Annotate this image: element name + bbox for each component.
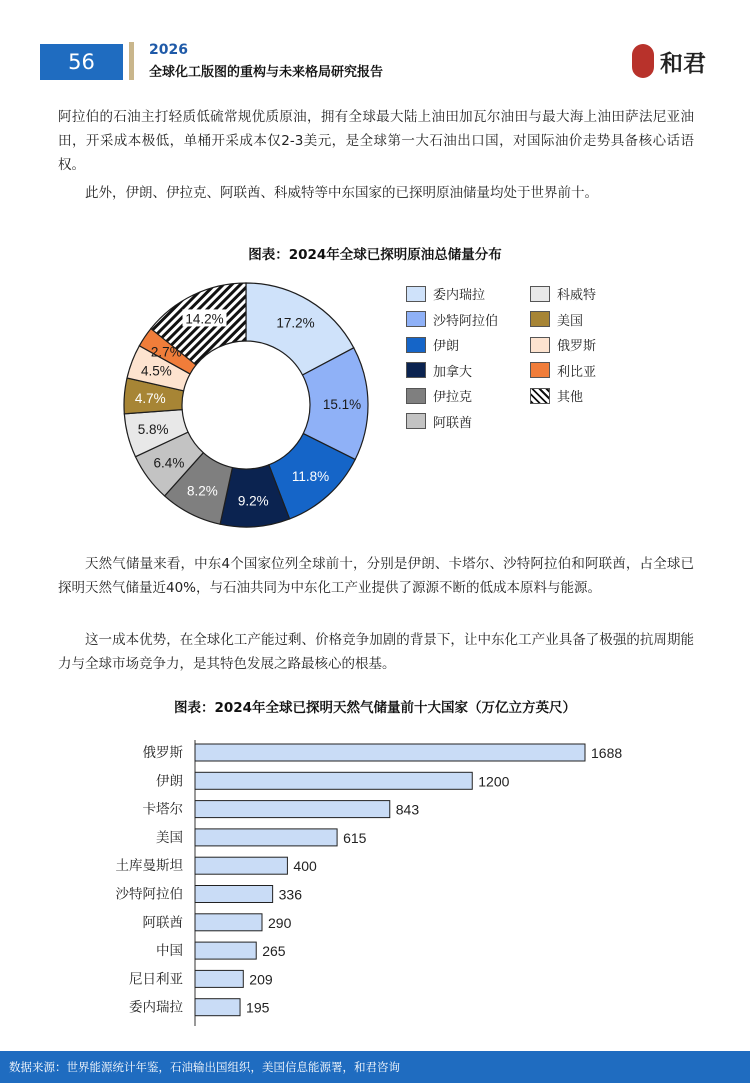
donut-slice-label-3: 9.2% (237, 493, 269, 509)
legend-label: 加拿大 (433, 364, 473, 380)
legend-swatch (530, 362, 550, 378)
oil-chart-legend (406, 284, 636, 436)
oil-chart-title: 图表：2024年全球已探明原油总储量分布 (248, 247, 502, 263)
page-number: 56 (40, 44, 123, 80)
legend-label: 阿联酋 (433, 415, 473, 431)
bar-value-label-2: 843 (395, 801, 420, 818)
data-source-footer: 数据来源：世界能源统计年鉴，石油输出国组织，美国信息能源署，和君咨询 (0, 1051, 750, 1083)
bar-category-label-8: 尼日利亚 (129, 971, 183, 988)
bar-category-label-9: 委内瑞拉 (129, 999, 183, 1016)
donut-slice-label-8: 4.5% (140, 363, 172, 379)
legend-item (406, 412, 472, 431)
bar-value-label-1: 1200 (478, 773, 510, 790)
legend-label: 委内瑞拉 (433, 288, 486, 303)
legend-label: 利比亚 (557, 364, 597, 380)
legend-item (406, 335, 459, 354)
donut-slice-label-9: 2.7% (150, 344, 182, 360)
bar-value-label-6: 290 (268, 914, 292, 931)
report-title: 全球化工版图的重构与未来格局研究报告 (149, 65, 384, 80)
legend-label: 伊朗 (433, 339, 460, 354)
logo-text: 和君 (660, 49, 706, 77)
bar-5 (195, 886, 273, 903)
bar-value-label-3: 615 (343, 829, 367, 846)
legend-swatch (406, 413, 426, 429)
legend-label: 美国 (557, 313, 584, 329)
paragraph-oil-mideast: 此外，伊朗、伊拉克、阿联酋、科威特等中东国家的已探明原油储量均处于世界前十。 (85, 185, 598, 201)
bar-7 (195, 942, 256, 959)
bar-category-label-5: 沙特阿拉伯 (115, 886, 183, 903)
bar-1 (195, 772, 472, 789)
legend-item (530, 335, 596, 354)
donut-slice-label-4: 8.2% (186, 483, 218, 499)
bar-8 (195, 970, 243, 987)
donut-slice-label-10: 14.2% (185, 311, 224, 327)
paragraph-gas-advantage: 这一成本优势，在全球化工产能过剩、价格竞争加剧的背景下，让中东化工产业具备了极强的抗周期能力与全球市场竞争力，是其特色发展之路最核心的根基。 (58, 632, 694, 672)
seal-icon (632, 44, 654, 78)
legend-label: 其他 (557, 390, 584, 405)
legend-label: 俄罗斯 (557, 339, 597, 354)
donut-slice-label-1: 15.1% (322, 396, 362, 412)
bar-value-label-9: 195 (246, 999, 270, 1016)
legend-item (530, 284, 596, 303)
donut-slice-label-2: 11.8% (291, 469, 330, 485)
legend-item (530, 361, 596, 380)
legend-swatch (530, 311, 550, 327)
legend-swatch (406, 388, 426, 404)
bar-category-label-3: 美国 (156, 829, 183, 846)
legend-item (406, 386, 472, 405)
legend-swatch (530, 388, 550, 404)
bar-category-label-4: 土库曼斯坦 (115, 858, 183, 875)
bar-category-label-1: 伊朗 (156, 773, 183, 790)
bar-value-label-8: 209 (249, 971, 273, 988)
bar-value-label-7: 265 (262, 943, 286, 960)
bar-2 (195, 801, 390, 818)
company-logo (632, 44, 706, 78)
header-divider (129, 42, 134, 80)
paragraph-oil-saudi: 阿拉伯的石油主打轻质低硫常规优质原油，拥有全球最大陆上油田加瓦尔油田与最大海上油田萨法尼亚油田，开采成本极低，单桶开采成本仅2-3美元，是全球第一大石油出口国，对国际油价走势具备核心话语权。 (58, 109, 694, 173)
bar-category-label-2: 卡塔尔 (142, 801, 183, 818)
bar-value-label-5: 336 (278, 886, 302, 903)
bar-category-label-7: 中国 (156, 943, 183, 960)
legend-item (406, 310, 498, 329)
paragraph-gas-intro: 天然气储量来看，中东4个国家位列全球前十，分别是伊朗、卡塔尔、沙特阿拉伯和阿联酋，占全球已探明天然气储量近40%，与石油共同为中东化工产业提供了源源不断的低成本原料与能源。 (58, 556, 694, 596)
bar-3 (195, 829, 337, 846)
donut-slice-label-5: 6.4% (153, 455, 185, 471)
gas-reserves-bar-chart (0, 730, 750, 1030)
bar-category-label-0: 俄罗斯 (142, 745, 183, 761)
bar-4 (195, 857, 287, 874)
legend-item (530, 386, 583, 405)
donut-slice-label-0: 17.2% (276, 315, 315, 331)
bar-6 (195, 914, 262, 931)
legend-swatch (406, 311, 426, 327)
legend-label: 科威特 (557, 288, 597, 303)
oil-reserves-donut-chart (113, 274, 383, 536)
legend-swatch (406, 362, 426, 378)
legend-item (530, 310, 583, 329)
bar-0 (195, 744, 585, 761)
bar-9 (195, 999, 240, 1016)
header-year: 2026 (149, 42, 188, 58)
donut-slice-label-7: 4.7% (134, 390, 166, 406)
legend-swatch (530, 337, 550, 353)
legend-item (406, 284, 485, 303)
gas-chart-title: 图表：2024年全球已探明天然气储量前十大国家（万亿立方英尺） (173, 700, 577, 716)
legend-swatch (406, 286, 426, 302)
bar-value-label-0: 1688 (591, 745, 623, 761)
legend-swatch (406, 337, 426, 353)
donut-slice-label-6: 5.8% (137, 422, 169, 438)
bar-value-label-4: 400 (293, 858, 317, 875)
legend-label: 伊拉克 (433, 390, 473, 405)
bar-category-label-6: 阿联酋 (142, 914, 183, 931)
legend-item (406, 361, 472, 380)
legend-swatch (530, 286, 550, 302)
legend-label: 沙特阿拉伯 (433, 313, 499, 329)
